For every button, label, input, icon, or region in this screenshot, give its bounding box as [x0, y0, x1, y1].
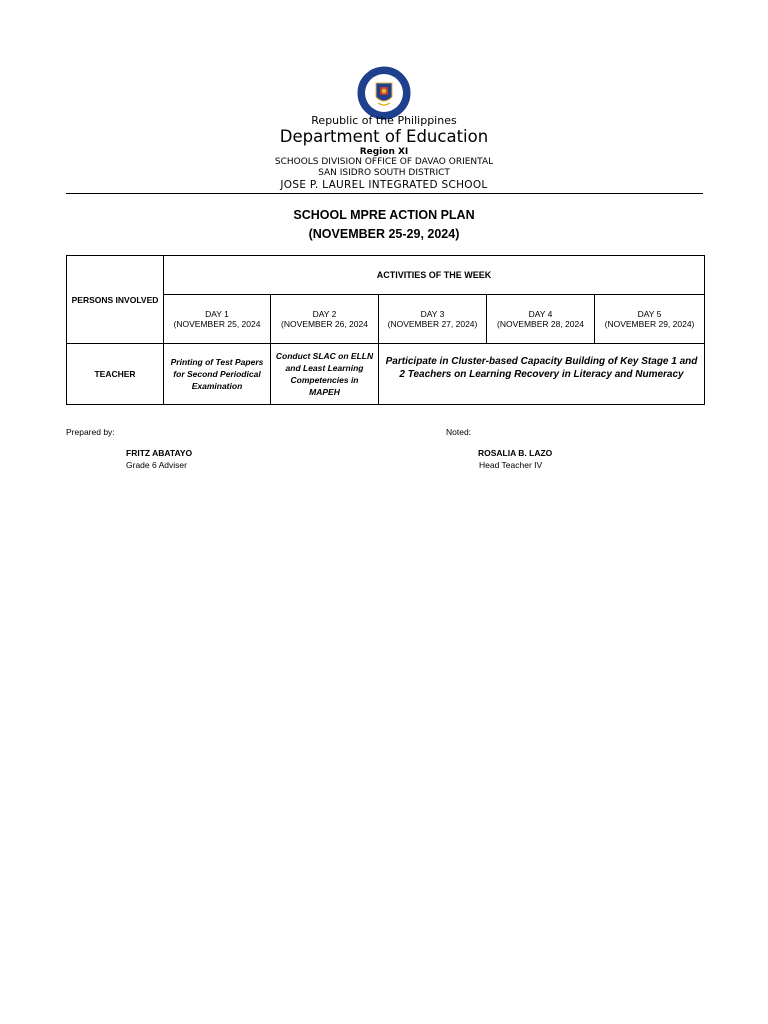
day-2-header: DAY 2 (NOVEMBER 26, 2024	[271, 295, 379, 344]
day-3-to-5-activity: Participate in Cluster-based Capacity Building of Key Stage 1 and 2 Teachers on Learning Recovery in Literacy and Numeracy	[379, 344, 705, 405]
table-row	[67, 344, 705, 405]
activities-header: ACTIVITIES OF THE WEEK	[164, 256, 705, 295]
prepared-by-label: Prepared by:	[66, 427, 115, 437]
department-title: Department of Education	[279, 127, 489, 146]
action-plan-table	[66, 255, 705, 405]
day-5-header: DAY 5 (NOVEMBER 29, 2024)	[595, 295, 705, 344]
deped-seal-logo	[356, 65, 412, 121]
day-4-header: DAY 4 (NOVEMBER 28, 2024	[487, 295, 595, 344]
day-1-header: DAY 1 (NOVEMBER 25, 2024	[164, 295, 271, 344]
division-line: SCHOOLS DIVISION OFFICE OF DAVAO ORIENTAL	[274, 157, 494, 167]
table-header-row	[67, 256, 705, 295]
prepared-by-name: FRITZ ABATAYO	[126, 448, 193, 458]
persons-involved-header: PERSONS INVOLVED	[67, 256, 164, 344]
noted-label: Noted:	[446, 427, 472, 437]
noted-by-position: Head Teacher IV	[479, 460, 543, 470]
prepared-by-position: Grade 6 Adviser	[126, 460, 187, 470]
region-line: Region XI	[359, 147, 409, 157]
district-line: SAN ISIDRO SOUTH DISTRICT	[318, 168, 450, 178]
day-3-header: DAY 3 (NOVEMBER 27, 2024)	[379, 295, 487, 344]
day-2-activity: Conduct SLAC on ELLN and Least Learning Competencies in MAPEH	[271, 344, 379, 405]
school-name: JOSE P. LAUREL INTEGRATED SCHOOL	[280, 179, 488, 191]
document-date-range: (NOVEMBER 25-29, 2024)	[308, 227, 460, 241]
document-title: SCHOOL MPRE ACTION PLAN	[293, 208, 475, 222]
header-divider	[66, 193, 703, 194]
noted-by-name: ROSALIA B. LAZO	[478, 448, 553, 458]
republic-line: Republic of the Philippines	[311, 114, 457, 127]
day-1-activity: Printing of Test Papers for Second Periodical Examination	[164, 344, 271, 405]
person-teacher: TEACHER	[67, 344, 164, 405]
